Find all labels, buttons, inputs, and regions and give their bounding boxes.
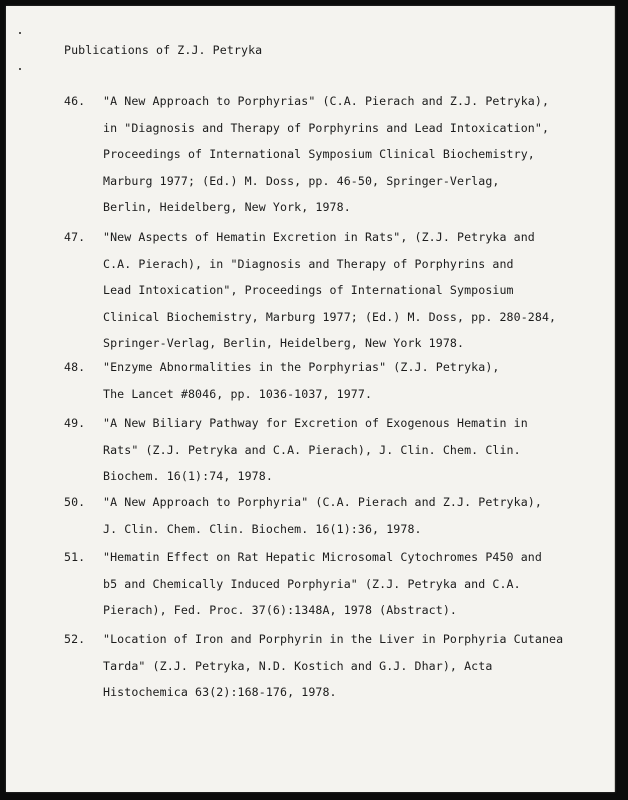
- entry-line: "A New Approach to Porphyrias" (C.A. Pierach and Z.J. Petryka),: [103, 94, 550, 108]
- entry-text: [103, 544, 542, 624]
- entry-line: in "Diagnosis and Therapy of Porphyrins and Lead Intoxication",: [103, 120, 550, 135]
- entry-line: "A New Biliary Pathway for Excretion of Exogenous Hematin in: [103, 416, 528, 430]
- entry-line: Pierach), Fed. Proc. 37(6):1348A, 1978 (Abstract).: [103, 603, 458, 617]
- entry-number: 52.: [64, 632, 86, 646]
- entry-line: Berlin, Heidelberg, New York, 1978.: [103, 200, 351, 214]
- entry-line: Clinical Biochemistry, Marburg 1977; (Ed.) M. Doss, pp. 280-284,: [103, 309, 557, 324]
- entry-line: The Lancet #8046, pp. 1036-1037, 1977.: [103, 386, 373, 401]
- entry-number: 49.: [64, 416, 86, 430]
- entry-text: [103, 88, 549, 221]
- entry-line: Rats" (Z.J. Petryka and C.A. Pierach), J. Clin. Chem. Clin.: [103, 442, 521, 457]
- speck-mark: [19, 68, 21, 70]
- entry-line: "Location of Iron and Porphyrin in the Liver in Porphyria Cutanea: [103, 632, 564, 646]
- entry-line: "Enzyme Abnormalities in the Porphyrias" (Z.J. Petryka),: [103, 360, 500, 374]
- entry-line: C.A. Pierach), in "Diagnosis and Therapy of Porphyrins and: [103, 256, 514, 271]
- entry-text: [103, 354, 499, 407]
- entry-line: "A New Approach to Porphyria" (C.A. Pierach and Z.J. Petryka),: [103, 495, 542, 509]
- entry-number: 50.: [64, 495, 86, 509]
- entry-text: [103, 410, 528, 490]
- entry-text: [103, 489, 542, 542]
- entry-number: 51.: [64, 550, 86, 564]
- entry-line: "New Aspects of Hematin Excretion in Rats", (Z.J. Petryka and: [103, 230, 535, 244]
- entry-line: J. Clin. Chem. Clin. Biochem. 16(1):36, 1978.: [103, 521, 422, 536]
- page-edge: [614, 6, 615, 792]
- entry-line: Marburg 1977; (Ed.) M. Doss, pp. 46-50, Springer-Verlag,: [103, 173, 500, 188]
- entry-number: 47.: [64, 230, 86, 244]
- entry-number: 46.: [64, 94, 86, 108]
- entry-line: b5 and Chemically Induced Porphyria" (Z.J. Petryka and C.A.: [103, 576, 521, 591]
- entry-line: "Hematin Effect on Rat Hepatic Microsomal Cytochromes P450 and: [103, 550, 542, 564]
- entry-text: [103, 626, 563, 706]
- document-page: [6, 6, 615, 792]
- entry-line: Lead Intoxication", Proceedings of International Symposium: [103, 283, 514, 297]
- speck-mark: [19, 32, 21, 34]
- page-title: Publications of Z.J. Petryka: [64, 43, 263, 57]
- entry-text: [103, 224, 556, 357]
- entry-line: Proceedings of International Symposium Clinical Biochemistry,: [103, 147, 535, 161]
- entry-line: Tarda" (Z.J. Petryka, N.D. Kostich and G.J. Dhar), Acta: [103, 658, 493, 673]
- entry-line: Biochem. 16(1):74, 1978.: [103, 469, 273, 483]
- entry-line: Histochemica 63(2):168-176, 1978.: [103, 685, 337, 699]
- entry-number: 48.: [64, 360, 86, 374]
- entry-line: Springer-Verlag, Berlin, Heidelberg, New York 1978.: [103, 336, 465, 350]
